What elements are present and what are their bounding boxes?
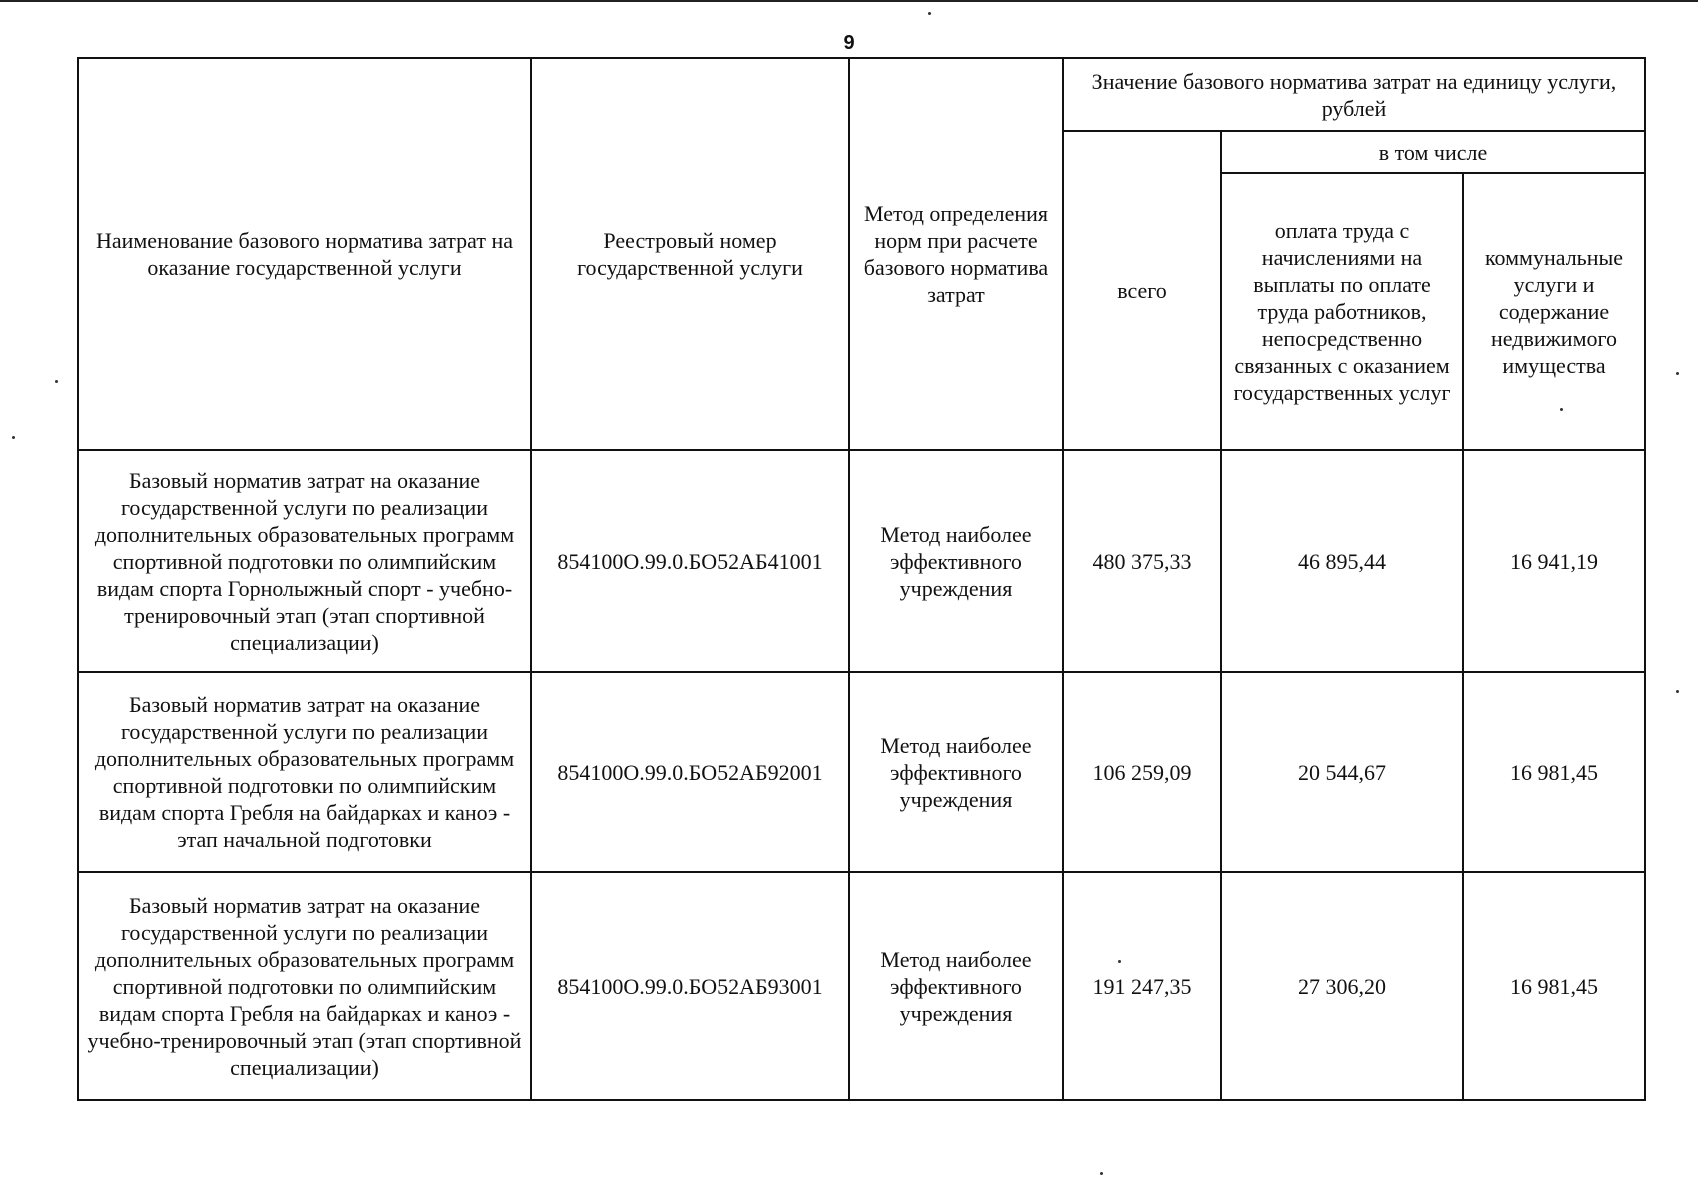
row-method: Метод наиболее эффективного учреждения [849,672,1063,872]
header-name: Наименование базового норматива затрат на оказание государственной услуги [78,58,531,450]
header-value-group: Значение базового норматива затрат на единицу услуги, рублей [1063,58,1645,131]
header-registry-number: Реестровый номер государственной услуги [531,58,849,450]
row-name: Базовый норматив затрат на оказание государственной услуги по реализации дополнительных образовательных программ спортивной подготовки по олимпийским видам спорта Горнолыжный спорт - учебно-тренировочный этап (этап спортивной специализации) [78,450,531,672]
header-method: Метод определения норм при расчете базового норматива затрат [849,58,1063,450]
row-method: Метод наиболее эффективного учреждения [849,872,1063,1100]
row-name: Базовый норматив затрат на оказание государственной услуги по реализации дополнительных образовательных программ спортивной подготовки по олимпийским видам спорта Гребля на байдарках и каноэ - этап начальной подготовки [78,672,531,872]
row-total: 106 259,09 [1063,672,1221,872]
scan-speck [12,436,15,439]
row-name: Базовый норматив затрат на оказание государственной услуги по реализации дополнительных образовательных программ спортивной подготовки по олимпийским видам спорта Гребля на байдарках и каноэ - учебно-тренировочный этап (этап спортивной специализации) [78,872,531,1100]
row-method: Метод наиболее эффективного учреждения [849,450,1063,672]
row-labor: 46 895,44 [1221,450,1463,672]
header-total: всего [1063,131,1221,450]
row-total: 191 247,35 [1063,872,1221,1100]
row-registry-number: 854100О.99.0.БО52АБ41001 [531,450,849,672]
header-labor: оплата труда с начислениями на выплаты по оплате труда работников, непосредственно связанных с оказанием государственных услуг [1221,173,1463,450]
base-cost-norms-table [77,57,1646,1101]
row-total: 480 375,33 [1063,450,1221,672]
table-row [78,872,1645,1100]
scan-speck [1118,960,1121,963]
page-number: 9 [843,32,855,54]
header-utilities: коммунальные услуги и содержание недвижимого имущества [1463,173,1645,450]
header-including: в том числе [1221,131,1645,173]
row-utilities: 16 941,19 [1463,450,1645,672]
row-labor: 20 544,67 [1221,672,1463,872]
row-utilities: 16 981,45 [1463,672,1645,872]
header-row-1 [78,58,1645,131]
row-labor: 27 306,20 [1221,872,1463,1100]
table-row [78,672,1645,872]
row-registry-number: 854100О.99.0.БО52АБ93001 [531,872,849,1100]
scan-speck [1676,372,1679,375]
row-utilities: 16 981,45 [1463,872,1645,1100]
scan-speck [1560,408,1563,411]
top-rule [0,0,1698,2]
scan-speck [1100,1172,1103,1175]
scan-speck [55,380,58,383]
scan-speck [928,12,931,15]
scan-speck [1676,690,1679,693]
table-row [78,450,1645,672]
row-registry-number: 854100О.99.0.БО52АБ92001 [531,672,849,872]
